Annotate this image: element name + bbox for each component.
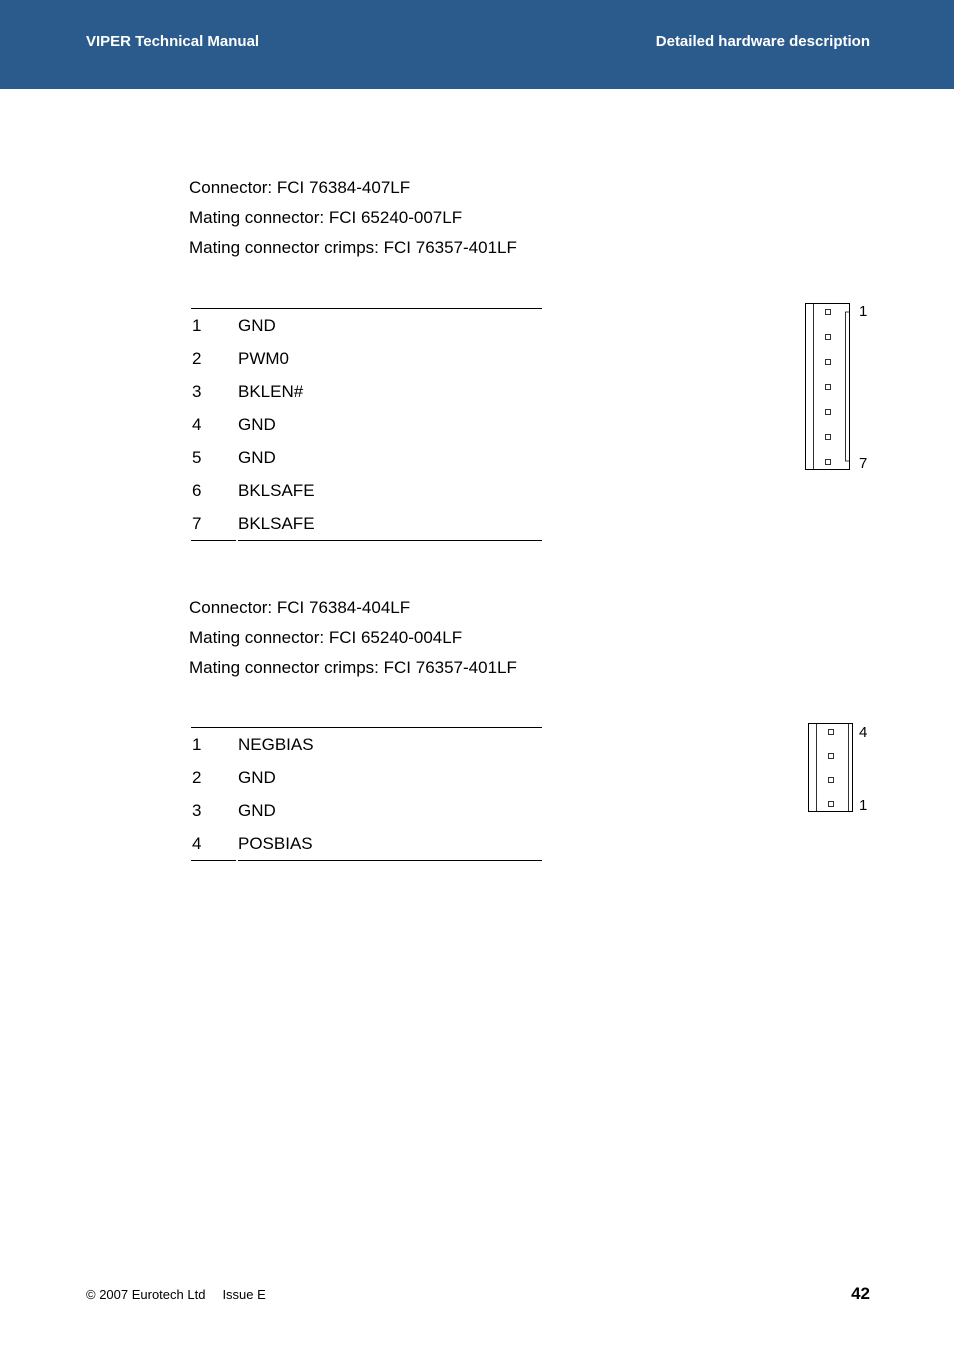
table-row: [190, 794, 542, 827]
pin-number: 4: [192, 834, 202, 853]
page-footer: [86, 1287, 266, 1302]
connector2-4pin-diagram-icon: [807, 722, 855, 814]
table-row: [190, 728, 542, 761]
pin-number: 3: [192, 382, 202, 401]
connector1-pin-table: [190, 308, 542, 542]
issue-text: Issue E: [222, 1287, 266, 1302]
pin-signal: GND: [238, 316, 276, 335]
connector2-pin-first-label: 4: [859, 724, 868, 741]
pin-signal: GND: [238, 801, 276, 820]
pin-number: 2: [192, 768, 202, 787]
table-row: [190, 375, 542, 408]
section-title: Detailed hardware description: [655, 33, 870, 50]
pin-signal: BKLSAFE: [238, 514, 315, 533]
connector1-pin-last-label: 7: [859, 455, 868, 472]
table-row: [190, 408, 542, 441]
connector-part: Connector: FCI 76384-404LF: [189, 598, 411, 617]
connector-part: Connector: FCI 76384-407LF: [189, 178, 411, 197]
table-bottom-rule: [191, 860, 236, 861]
table-bottom-rule: [238, 860, 542, 861]
pin-number: 3: [192, 801, 202, 820]
mating-connector-part: Mating connector: FCI 65240-004LF: [189, 628, 463, 647]
connector1-description: [189, 173, 517, 263]
connector2-pin-table: [190, 727, 542, 862]
pin-signal: BKLSAFE: [238, 481, 315, 500]
mating-crimps-part: Mating connector crimps: FCI 76357-401LF: [189, 658, 517, 677]
pin-signal: GND: [238, 415, 276, 434]
table-row: [190, 761, 542, 794]
manual-title: VIPER Technical Manual: [86, 33, 260, 50]
pin-number: 2: [192, 349, 202, 368]
connector1-7pin-diagram-icon: [804, 302, 854, 472]
connector1-pin-first-label: 1: [859, 303, 868, 320]
table-bottom-rule: [238, 540, 542, 541]
pin-number: 6: [192, 481, 202, 500]
pin-number: 1: [192, 316, 202, 335]
table-row: [190, 474, 542, 507]
connector2-description: [189, 593, 517, 683]
table-row: [190, 309, 542, 342]
pin-signal: PWM0: [238, 349, 289, 368]
table-row: [190, 507, 542, 540]
table-row: [190, 441, 542, 474]
pin-signal: GND: [238, 448, 276, 467]
pin-signal: POSBIAS: [238, 834, 313, 853]
table-row: [190, 342, 542, 375]
page-header: [0, 0, 954, 89]
table-bottom-rule: [191, 540, 236, 541]
pin-signal: NEGBIAS: [238, 735, 314, 754]
table-row: [190, 827, 542, 860]
pin-number: 5: [192, 448, 202, 467]
mating-connector-part: Mating connector: FCI 65240-007LF: [189, 208, 463, 227]
pin-number: 4: [192, 415, 202, 434]
pin-signal: GND: [238, 768, 276, 787]
copyright-text: © 2007 Eurotech Ltd: [86, 1287, 206, 1302]
pin-number: 7: [192, 514, 202, 533]
pin-number: 1: [192, 735, 202, 754]
pin-signal: BKLEN#: [238, 382, 304, 401]
mating-crimps-part: Mating connector crimps: FCI 76357-401LF: [189, 238, 517, 257]
connector2-pin-last-label: 1: [859, 797, 868, 814]
page-number: 42: [851, 1284, 870, 1303]
